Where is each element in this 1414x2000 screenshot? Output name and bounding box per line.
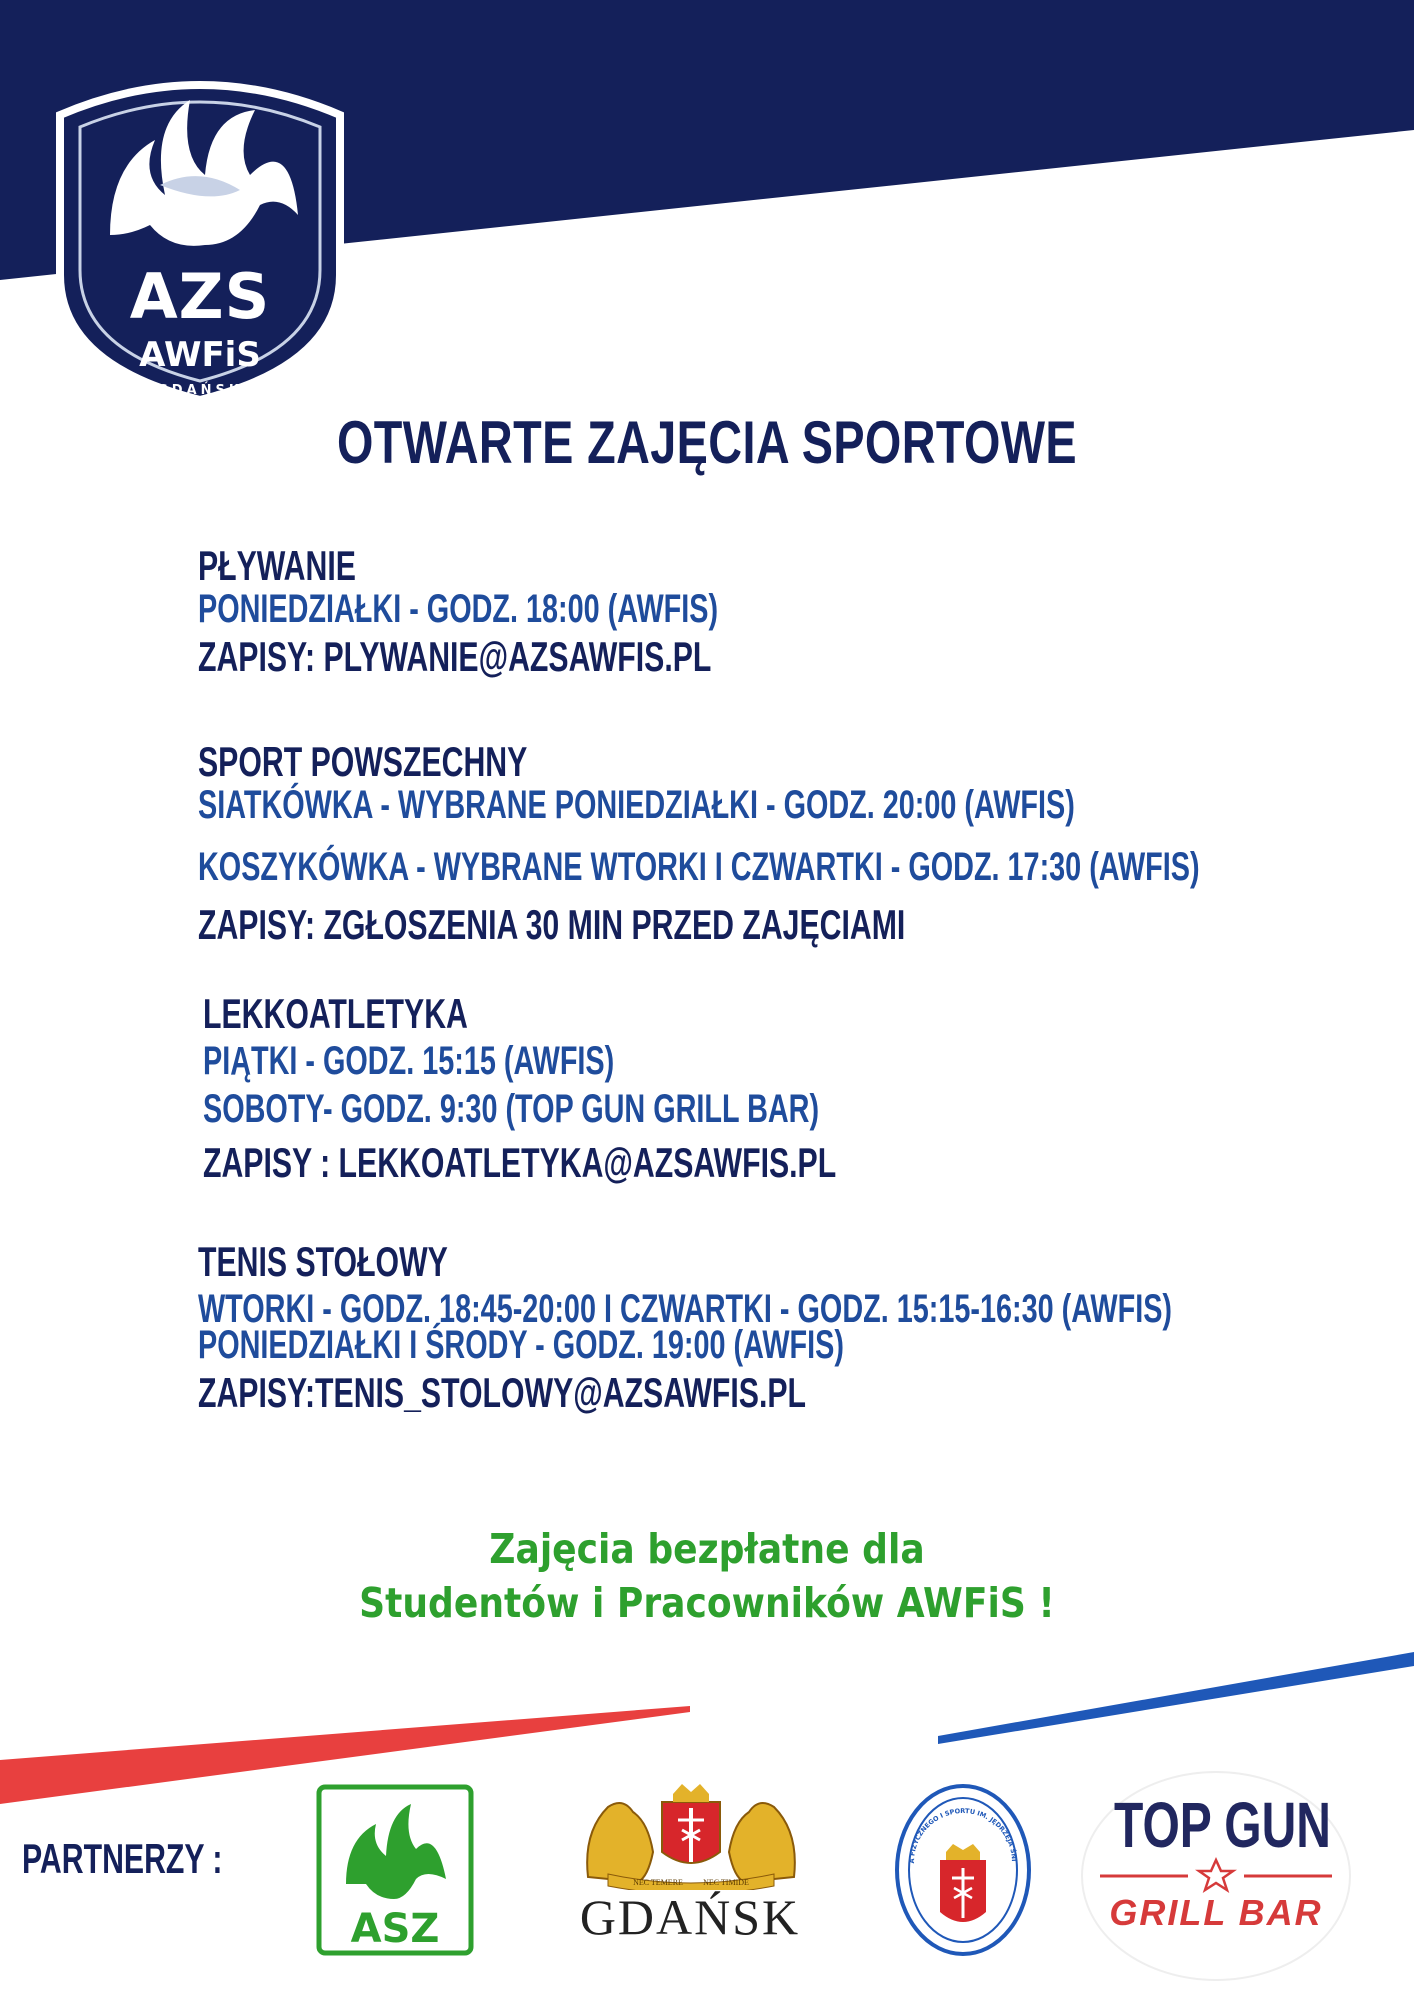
gdansk-wordmark: GDAŃSK xyxy=(579,1889,801,1945)
azs-eagle-icon xyxy=(316,1784,474,1956)
azs-green-letters: ASZ xyxy=(350,1906,440,1952)
signup-line: ZAPISY: ZGŁOSZENIA 30 MIN PRZED ZAJĘCIAMI xyxy=(198,901,906,948)
section-general-sport xyxy=(198,740,1414,948)
free-classes-notice xyxy=(85,1522,1329,1630)
signup-line: ZAPISY: PLYWANIE@AZSAWFIS.PL xyxy=(198,633,712,680)
schedule-line: SIATKÓWKA - WYBRANE PONIEDZIAŁKI - GODZ. 20:00 (AWFIS) xyxy=(198,783,1075,827)
gdansk-lions-icon xyxy=(578,1782,804,1890)
logo-awfis-text: AWFiS xyxy=(139,335,261,375)
section-athletics xyxy=(203,992,1082,1186)
schedule-line: WTORKI - GODZ. 18:45-20:00 I CZWARTKI - GODZ. 15:15-16:30 (AWFIS) xyxy=(198,1287,1173,1331)
logo-azs-text: AZS xyxy=(129,260,271,333)
section-swimming xyxy=(198,544,920,680)
free-notice-line-2: Studentów i Pracowników AWFiS ! xyxy=(359,1579,1055,1627)
gdansk-motto-right: NEC TIMIDE xyxy=(703,1878,749,1887)
schedule-line: SOBOTY- GODZ. 9:30 (TOP GUN GRILL BAR) xyxy=(203,1087,820,1131)
awfis-university-seal xyxy=(892,1782,1034,1958)
section-heading: PŁYWANIE xyxy=(198,542,356,589)
topgun-subtitle: GRILL BAR xyxy=(1109,1892,1323,1933)
bottom-right-blue-stripe xyxy=(938,1652,1414,1744)
schedule-line: PIĄTKI - GODZ. 15:15 (AWFIS) xyxy=(203,1039,615,1083)
schedule-line: KOSZYKÓWKA - WYBRANE WTORKI I CZWARTKI - GODZ. 17:30 (AWFIS) xyxy=(198,845,1200,889)
gdansk-coat-of-arms xyxy=(578,1782,804,1890)
free-notice-line-1: Zajęcia bezpłatne dla xyxy=(489,1525,925,1573)
azs-green-logo xyxy=(316,1784,474,1956)
section-heading: TENIS STOŁOWY xyxy=(198,1238,448,1285)
section-heading: SPORT POWSZECHNY xyxy=(198,738,528,785)
page-title: OTWARTE ZAJĘCIA SPORTOWE xyxy=(336,409,1078,476)
awfis-seal-icon xyxy=(892,1782,1034,1958)
signup-line: ZAPISY:TENIS_STOLOWY@AZSAWFIS.PL xyxy=(198,1369,807,1416)
schedule-line: PONIEDZIAŁKI I ŚRODY - GODZ. 19:00 (AWFIS) xyxy=(198,1323,844,1367)
section-table-tennis xyxy=(198,1240,1414,1416)
topgun-title: TOP GUN xyxy=(1114,1789,1331,1861)
section-heading: LEKKOATLETYKA xyxy=(203,990,468,1037)
partners-label: PARTNERZY : xyxy=(22,1835,223,1882)
azs-awfis-logo xyxy=(40,55,360,415)
awfis-seal-text: A FIZYCZNEGO I SPORTU IM. JĘDRZEJA ŚNI xyxy=(907,1806,1019,1864)
logo-city-text: GDAŃSK xyxy=(157,383,243,398)
signup-line: ZAPISY : LEKKOATLETYKA@AZSAWFIS.PL xyxy=(203,1139,837,1186)
gdansk-motto-left: NEC TEMERE xyxy=(633,1878,683,1887)
schedule-line: PONIEDZIAŁKI - GODZ. 18:00 (AWFIS) xyxy=(198,587,719,631)
